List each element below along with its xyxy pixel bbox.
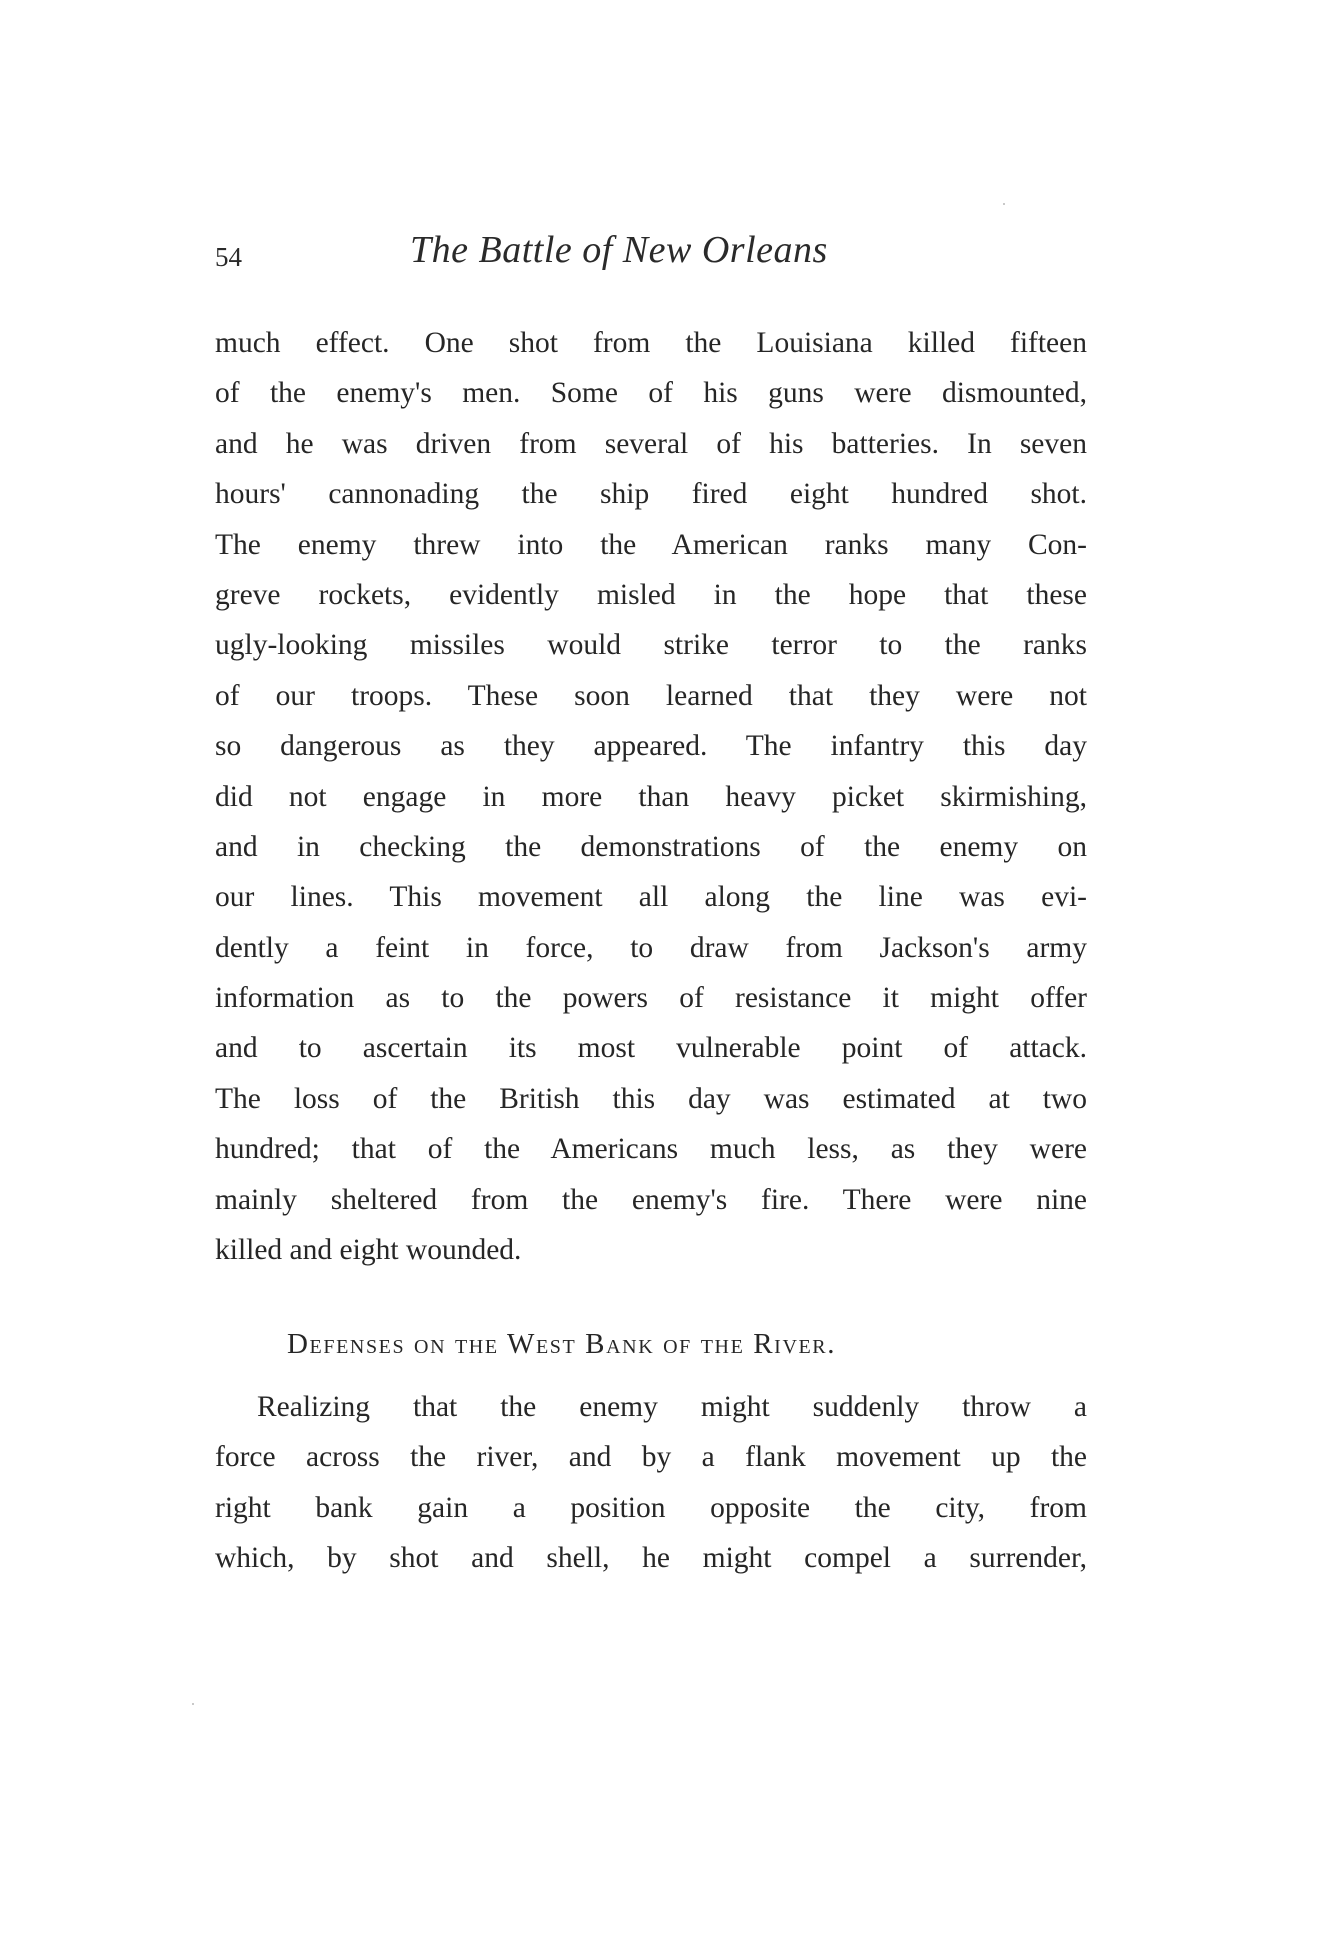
text-line: which, by shot and shell, he might compel a surrender,: [215, 1542, 1087, 1575]
text-line: much effect. One shot from the Louisiana killed fifteen: [215, 327, 1087, 359]
text-line: killed and eight wounded.: [215, 1234, 522, 1267]
text-line: information as to the powers of resistance it might offer: [215, 982, 1087, 1015]
page-header: [215, 228, 1095, 288]
paper-speck: [1003, 203, 1005, 205]
text-line: right bank gain a position opposite the city, from: [215, 1491, 1087, 1524]
text-line: Realizing that the enemy might suddenly throw a: [257, 1391, 1087, 1423]
page-number: 54: [215, 242, 242, 272]
text-line: dently a feint in force, to draw from Jackson's army: [215, 931, 1087, 964]
text-line: The enemy threw into the American ranks many Con-: [215, 528, 1087, 561]
text-line: hours' cannonading the ship fired eight hundred shot.: [215, 478, 1087, 511]
paragraph-2: [215, 1382, 1087, 1584]
text-line: our lines. This movement all along the line was evi-: [215, 881, 1087, 914]
text-line: greve rockets, evidently misled in the hope that these: [215, 578, 1087, 611]
text-line: and he was driven from several of his batteries. In seven: [215, 427, 1087, 460]
text-line: of our troops. These soon learned that they were not: [215, 679, 1087, 712]
text-line: hundred; that of the Americans much less, as they were: [215, 1133, 1087, 1166]
running-title: The Battle of New Orleans: [410, 229, 828, 271]
text-line: force across the river, and by a flank movement up the: [215, 1441, 1087, 1474]
text-line: and in checking the demonstrations of the enemy on: [215, 830, 1087, 863]
paper-speck: [192, 1703, 194, 1705]
text-line: ugly-looking missiles would strike terror to the ranks: [215, 629, 1087, 662]
text-line: did not engage in more than heavy picket skirmishing,: [215, 780, 1087, 813]
text-line: and to ascertain its most vulnerable point of attack.: [215, 1032, 1087, 1065]
text-line: The loss of the British this day was estimated at two: [215, 1082, 1087, 1115]
paragraph-1: [215, 318, 1087, 1275]
text-line: of the enemy's men. Some of his guns were dismounted,: [215, 377, 1087, 410]
text-line: so dangerous as they appeared. The infantry this day: [215, 730, 1087, 763]
section-heading: Defenses on the West Bank of the River.: [287, 1328, 837, 1360]
text-line: mainly sheltered from the enemy's fire. There were nine: [215, 1183, 1087, 1216]
